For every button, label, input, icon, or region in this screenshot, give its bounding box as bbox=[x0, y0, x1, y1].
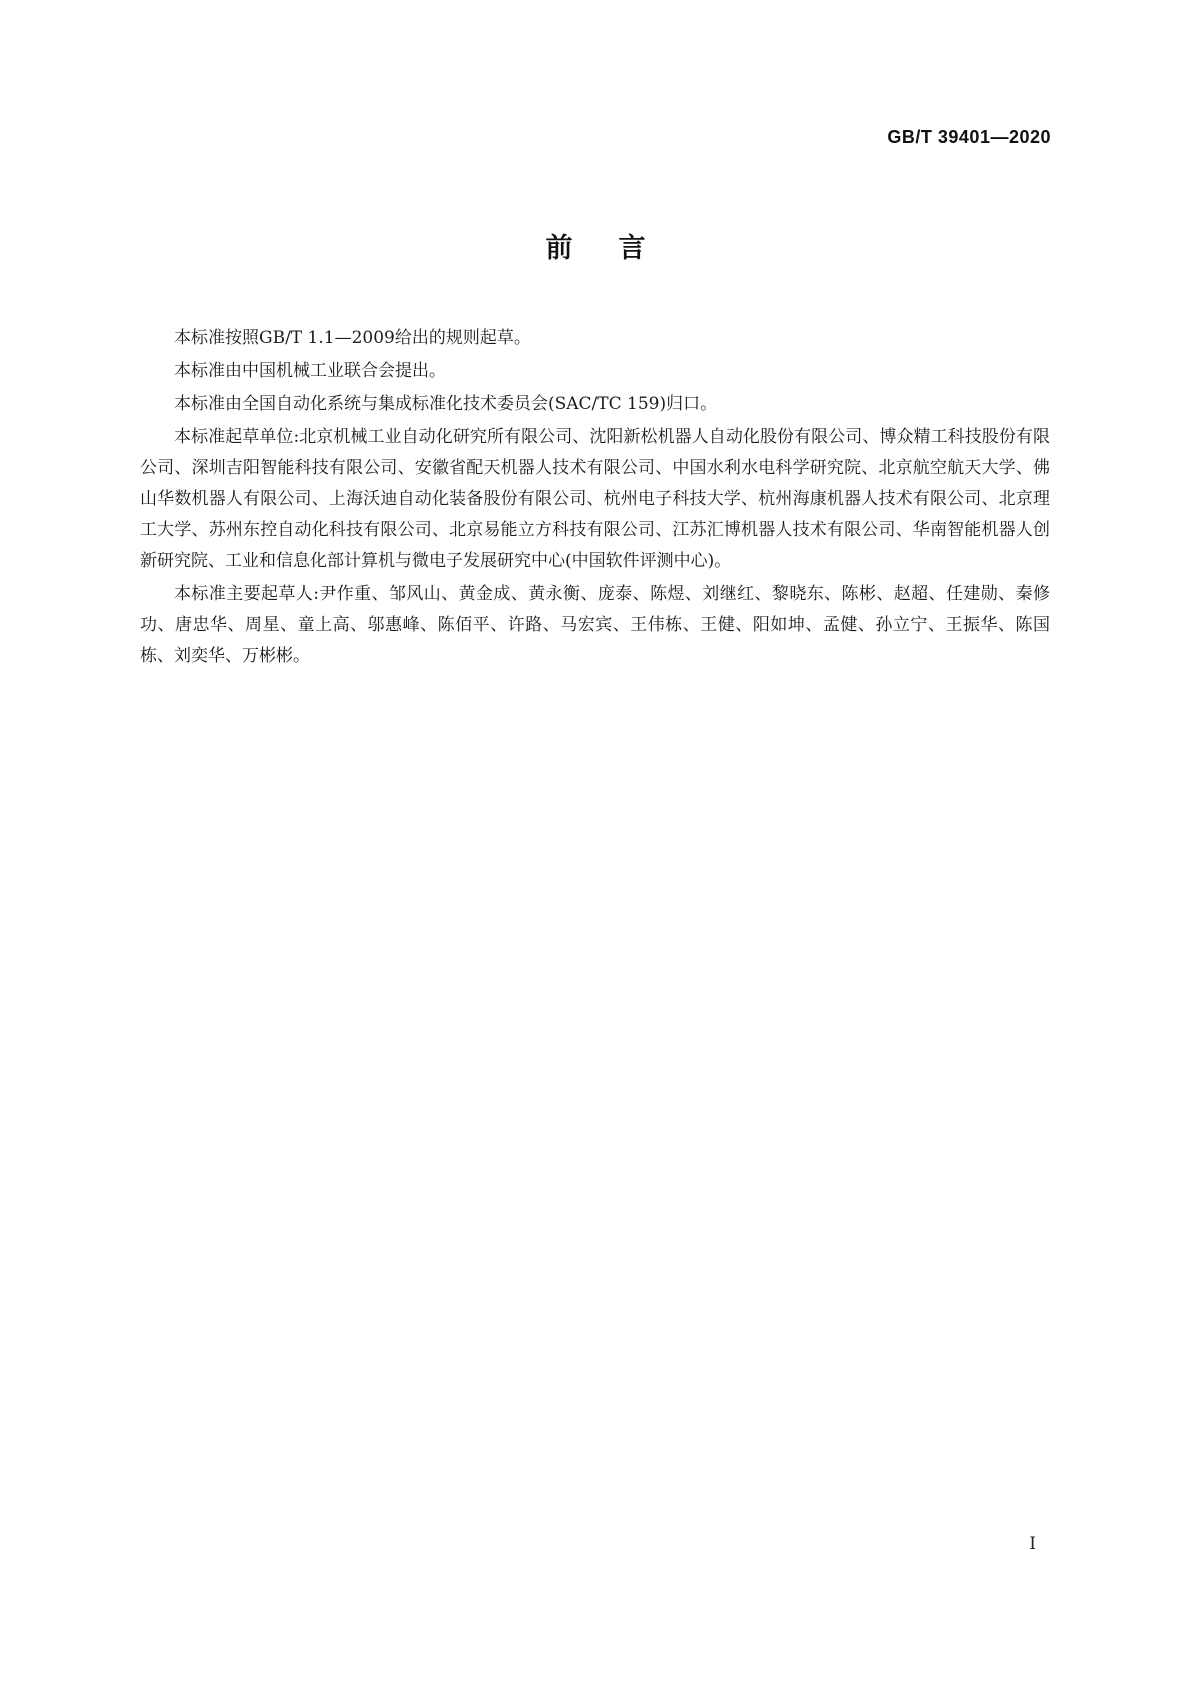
page-number: I bbox=[1029, 1534, 1036, 1554]
paragraph-proposer: 本标准由中国机械工业联合会提出。 bbox=[174, 361, 446, 381]
paragraph-drafting-rules: 本标准按照GB/T 1.1—2009给出的规则起草。 bbox=[174, 328, 531, 348]
paragraph-drafting-units: 本标准起草单位:北京机械工业自动化研究所有限公司、沈阳新松机器人自动化股份有限公司、博众精工科技股份有限公司、深圳吉阳智能科技有限公司、安徽省配天机器人技术有限公司、中国水利水电科学研究院、北京航空航天大学、佛山华数机器人有限公司、上海沃迪自动化装备股份有限公司、杭州电子科技大学、杭州海康机器人技术有限公司、北京理工大学、苏州东控自动化科技有限公司、北京易能立方科技有限公司、江苏汇博机器人技术有限公司、华南智能机器人创新研究院、工业和信息化部计算机与微电子发展研究中心(中国软件评测中心)。 bbox=[140, 427, 1050, 571]
paragraph-drafters: 本标准主要起草人:尹作重、邹风山、黄金成、黄永衡、庞泰、陈煜、刘继红、黎晓东、陈彬、赵超、任建勋、秦修功、唐忠华、周星、童上高、邬惠峰、陈佰平、许路、马宏宾、王伟栋、王健、阳如坤、孟健、孙立宁、王振华、陈国栋、刘奕华、万彬彬。 bbox=[140, 584, 1050, 666]
page-title: 前言 bbox=[545, 233, 692, 264]
foreword-body bbox=[140, 323, 1050, 674]
standard-number: GB/T 39401—2020 bbox=[887, 127, 1051, 147]
paragraph-technical-committee: 本标准由全国自动化系统与集成标准化技术委员会(SAC/TC 159)归口。 bbox=[174, 394, 718, 414]
